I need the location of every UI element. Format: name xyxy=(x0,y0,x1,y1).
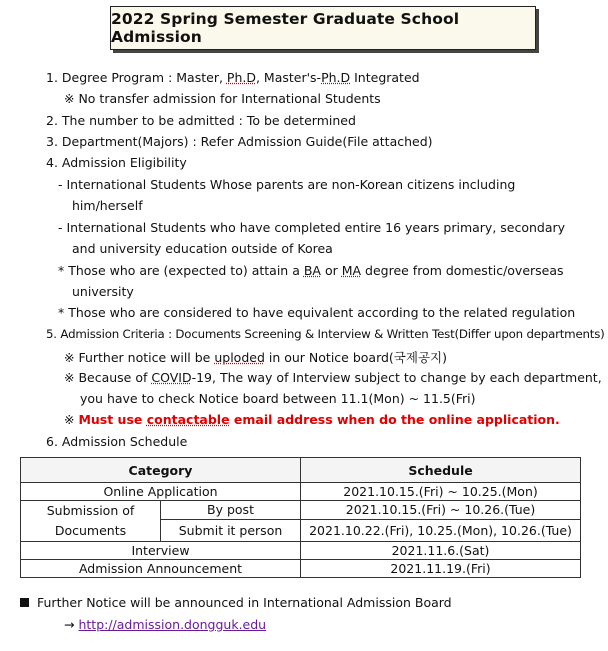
table-row xyxy=(21,542,581,560)
footer-link-line xyxy=(64,617,266,632)
submission-documents-cell: Submission of Documents xyxy=(21,501,161,542)
covid-text: COVID xyxy=(151,370,192,385)
item-degree-program xyxy=(46,70,420,85)
criteria-note-2 xyxy=(64,370,602,385)
criteria-note-1 xyxy=(64,348,447,366)
degree-text-3: Integrated xyxy=(350,70,420,85)
note1-b: uploded xyxy=(214,350,265,365)
item-department: 3. Department(Majors) : Refer Admission Guide(File attached) xyxy=(46,134,433,149)
note2-c: -19, The way of Interview subject to change by each department, xyxy=(191,370,602,385)
degree-text: 1. Degree Program : Master, xyxy=(46,70,227,85)
item-schedule: 6. Admission Schedule xyxy=(46,434,188,449)
in-person-date: 2021.10.22.(Fri), 10.25.(Mon), 10.26.(Tue) xyxy=(301,519,581,541)
header-category: Category xyxy=(21,458,301,483)
footer-notice xyxy=(20,595,452,610)
announcement-cell: Admission Announcement xyxy=(21,560,301,578)
item-criteria: 5. Admission Criteria : Documents Screening & Interview & Written Test(Differ upon departments) xyxy=(46,327,605,341)
footer-notice-text: Further Notice will be announced in International Admission Board xyxy=(37,595,452,610)
note4-b: Must use xyxy=(78,412,147,427)
header-schedule: Schedule xyxy=(301,458,581,483)
degree-text-2: , Master's- xyxy=(255,70,322,85)
online-application-cell: Online Application xyxy=(21,483,301,501)
eligibility-line-3: - International Students who have completed entire 16 years primary, secondary xyxy=(58,220,566,235)
interview-date: 2021.11.6.(Sat) xyxy=(301,542,581,560)
elig5-e: degree from domestic/overseas xyxy=(361,263,564,278)
square-bullet-icon xyxy=(20,598,29,607)
item-number-admitted: 2. The number to be admitted : To be determined xyxy=(46,113,356,128)
schedule-table xyxy=(20,457,581,578)
note1-c: in our Notice board(국제공지) xyxy=(264,350,447,365)
phd-text: Ph.D xyxy=(226,70,256,85)
table-row xyxy=(21,483,581,501)
by-post-cell: By post xyxy=(161,501,301,520)
criteria-note-4 xyxy=(64,412,560,427)
by-post-date: 2021.10.15.(Fri) ~ 10.26.(Tue) xyxy=(301,501,581,520)
page-title xyxy=(110,6,536,50)
eligibility-line-2: him/herself xyxy=(72,198,143,213)
note1-a: ※ Further notice will be xyxy=(64,350,215,365)
criteria-note-3: you have to check Notice board between 11.1(Mon) ~ 11.5(Fri) xyxy=(80,391,476,406)
note4-a: ※ xyxy=(64,412,79,427)
ma-text: MA xyxy=(341,263,362,278)
note4-c: contactable xyxy=(146,412,230,427)
phd-text-2: Ph.D xyxy=(321,70,351,85)
transfer-note: ※ No transfer admission for International Students xyxy=(64,91,381,106)
interview-cell: Interview xyxy=(21,542,301,560)
elig5-a: * Those who are (expected to) attain a xyxy=(58,263,304,278)
ba-text: BA xyxy=(303,263,321,278)
announcement-date: 2021.11.19.(Fri) xyxy=(301,560,581,578)
page-title-text: 2022 Spring Semester Graduate School Admission xyxy=(111,10,460,46)
eligibility-line-6: university xyxy=(72,284,134,299)
item-eligibility: 4. Admission Eligibility xyxy=(46,155,187,170)
table-row xyxy=(21,560,581,578)
elig5-c: or xyxy=(320,263,342,278)
eligibility-line-5 xyxy=(58,263,564,278)
eligibility-line-1: - International Students Whose parents are non-Korean citizens including xyxy=(58,177,516,192)
table-header-row xyxy=(21,458,581,483)
online-application-date: 2021.10.15.(Fri) ~ 10.25.(Mon) xyxy=(301,483,581,501)
in-person-cell: Submit it person xyxy=(161,519,301,541)
arrow-icon: → xyxy=(64,617,75,632)
note4-d: email address when do the online application. xyxy=(229,412,560,427)
eligibility-line-7: * Those who are considered to have equivalent according to the related regulation xyxy=(58,305,576,320)
admission-link[interactable]: http://admission.dongguk.edu xyxy=(78,617,267,632)
eligibility-line-4: and university education outside of Korea xyxy=(72,241,333,256)
table-row xyxy=(21,501,581,520)
note2-a: ※ Because of xyxy=(64,370,152,385)
